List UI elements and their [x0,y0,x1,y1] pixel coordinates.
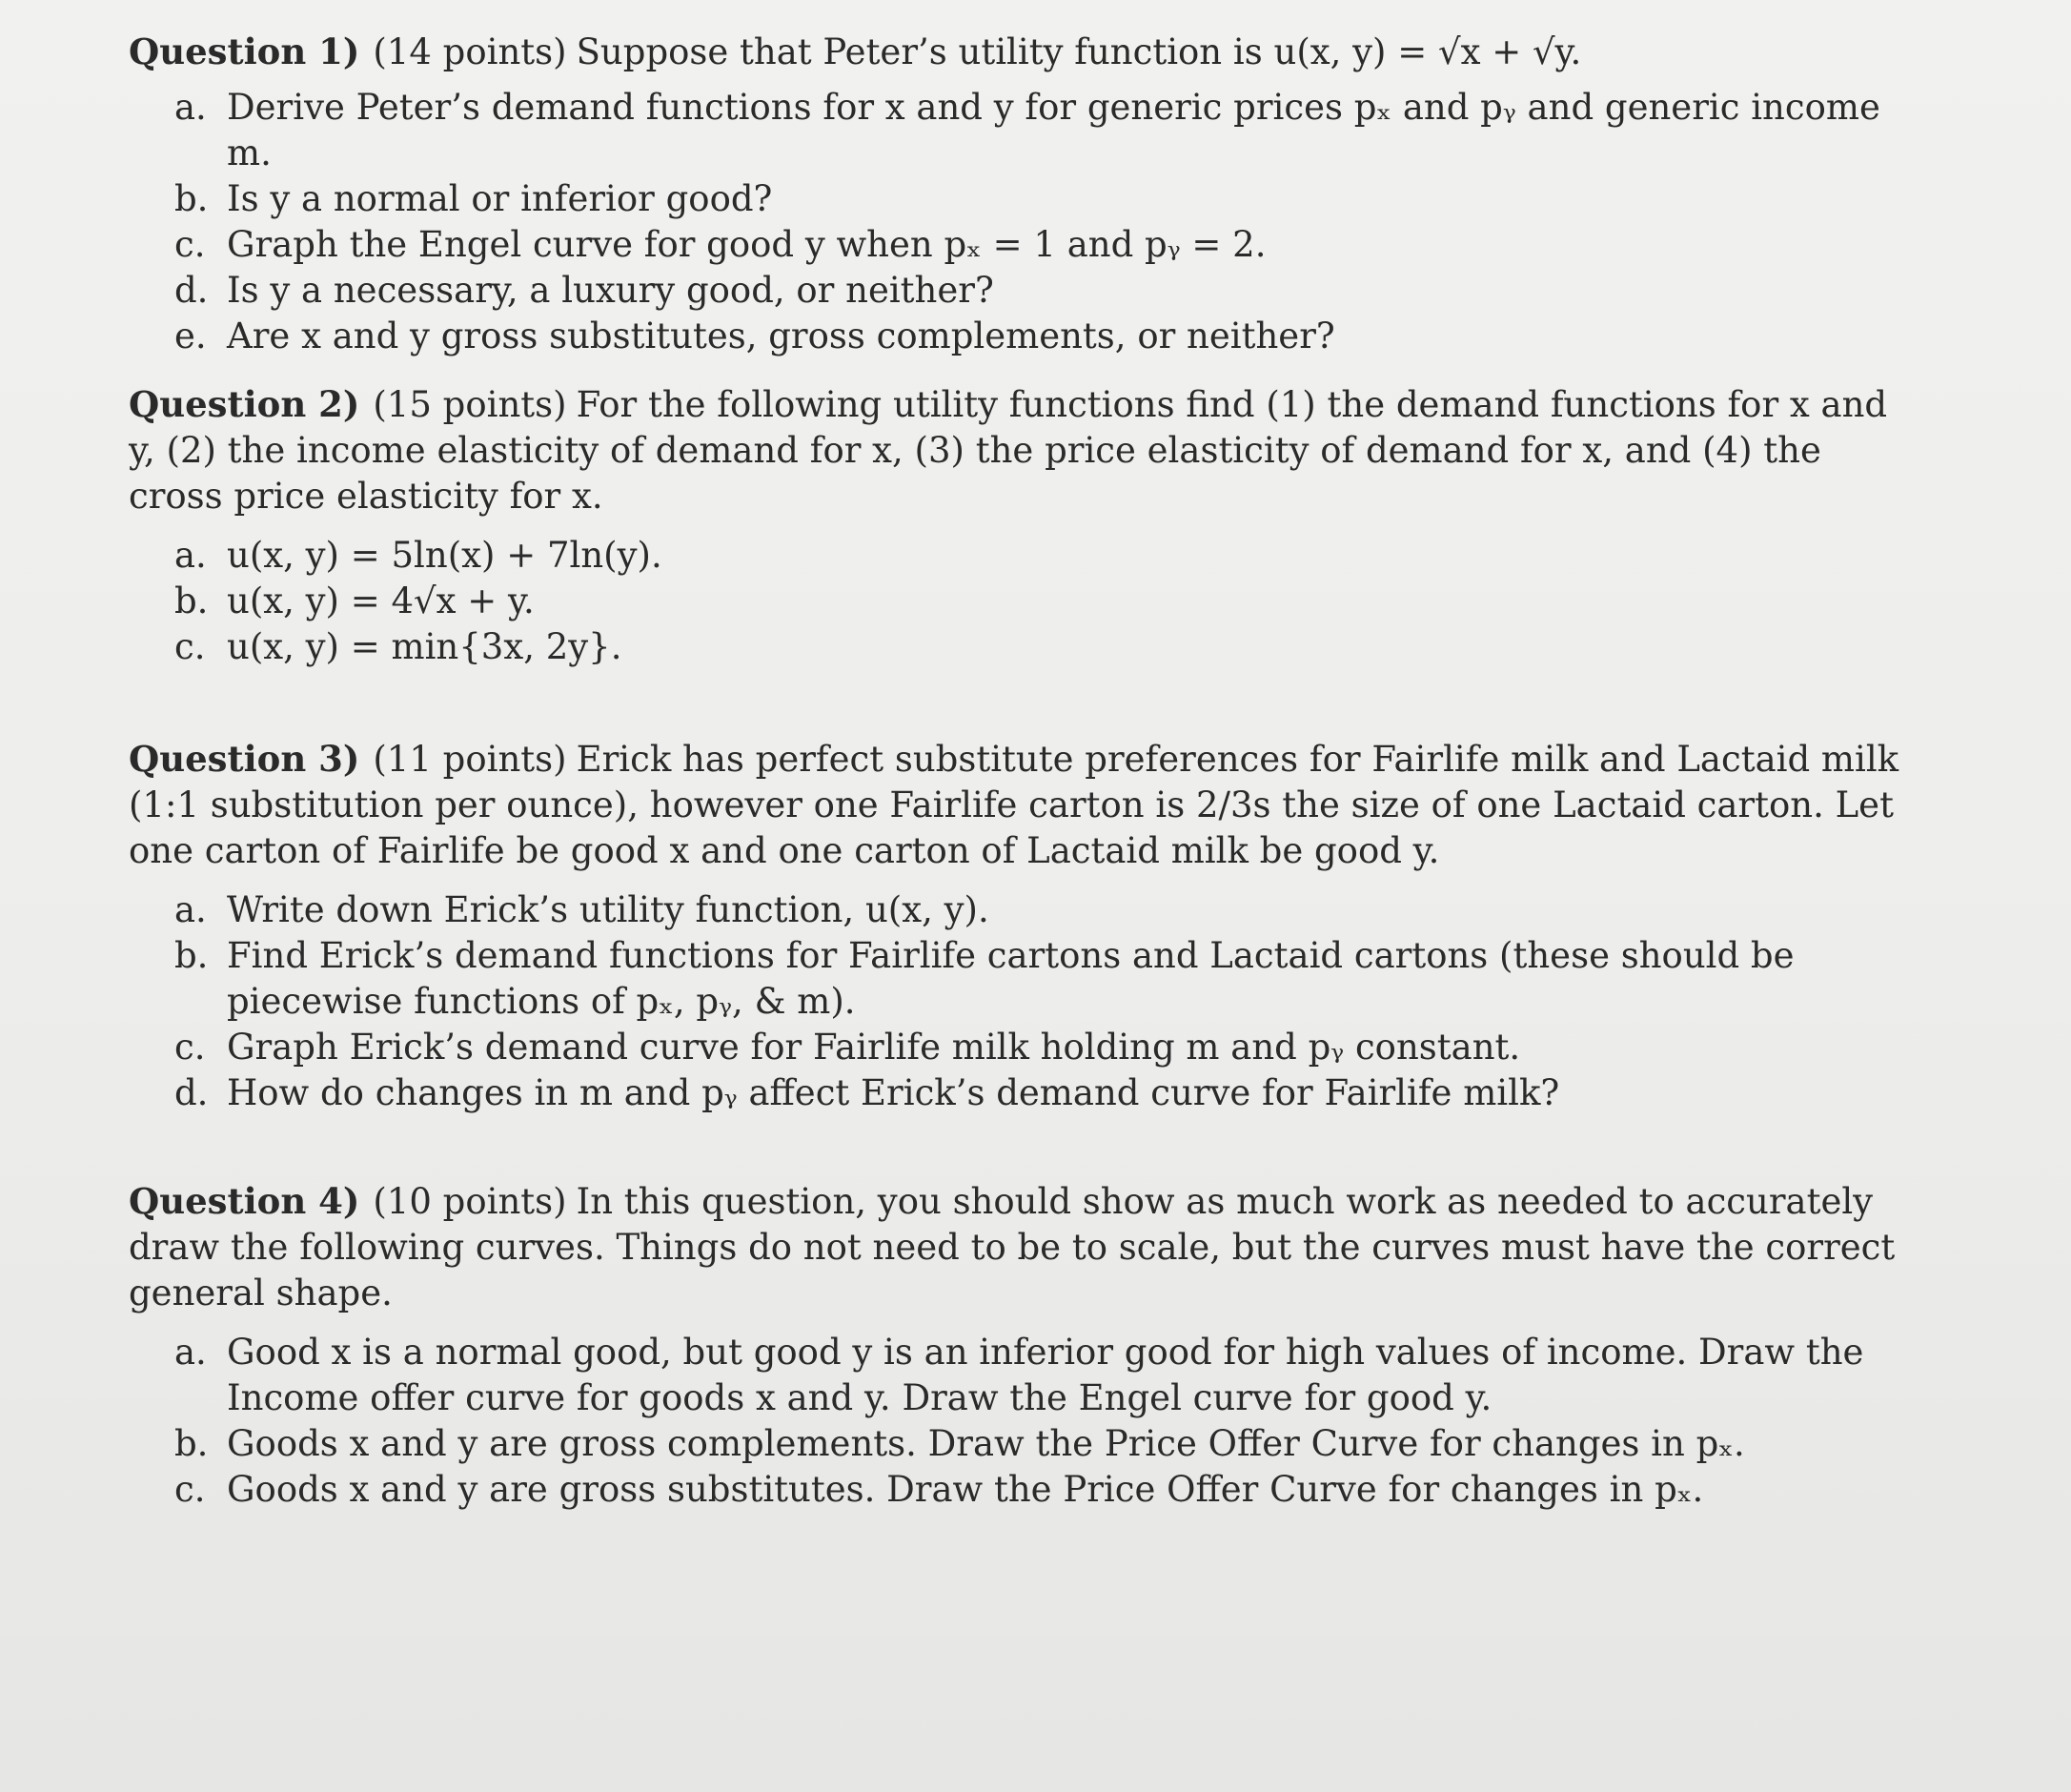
item-marker: b. [174,1423,209,1464]
item-text: u(x, y) = min{3x, 2y}. [227,626,622,667]
question-2-label: Question 2) [129,383,360,425]
question-3-item-d [129,1070,1916,1116]
item-marker: b. [174,178,209,219]
question-4 [129,1178,1916,1513]
item-marker: a. [174,1332,207,1373]
question-3-item-a [129,887,1916,933]
question-1-item-e [129,314,1916,359]
question-4-item-b [129,1421,1916,1467]
item-text: Good x is a normal good, but good y is an inferior good for high values of income. Draw the Income offer curve for goods x and y. Draw the Engel curve for good y. [227,1332,1864,1418]
question-4-points: (10 points) [373,1181,567,1222]
question-2-item-c [129,624,1916,670]
question-3-item-c [129,1025,1916,1070]
question-1-header [129,29,1916,75]
item-text: Derive Peter’s demand functions for x and y for generic prices pₓ and pᵧ and generic income m. [227,87,1880,173]
item-text: u(x, y) = 5ln(x) + 7ln(y). [227,535,662,576]
question-1-label: Question 1) [129,31,360,72]
item-text: Graph Erick’s demand curve for Fairlife milk holding m and pᵧ constant. [227,1027,1521,1068]
item-marker: e. [174,316,207,356]
question-3-points: (11 points) [373,739,567,780]
item-text: How do changes in m and pᵧ affect Erick’s demand curve for Fairlife milk? [227,1072,1560,1113]
question-4-label: Question 4) [129,1180,360,1222]
question-2-items [129,533,1916,670]
question-1-items [129,85,1916,359]
item-marker: c. [174,1469,206,1510]
question-3 [129,736,1916,1116]
question-1-item-a [129,85,1916,176]
item-text: Is y a necessary, a luxury good, or neither? [227,270,994,311]
item-marker: c. [174,626,206,667]
item-text: Is y a normal or inferior good? [227,178,773,219]
item-marker: b. [174,935,209,976]
item-text: Are x and y gross substitutes, gross complements, or neither? [227,316,1335,356]
question-2-text: For the following utility functions find (1) the demand functions for x and y, (2) the income elasticity of demand for x, (3) the price elasticity of demand for x, and (4) the cross price elasticity for x. [129,384,1888,517]
question-3-header [129,736,1916,874]
item-marker: d. [174,270,209,311]
question-2 [129,381,1916,670]
item-marker: c. [174,224,206,265]
question-2-item-b [129,579,1916,624]
item-text: Goods x and y are gross substitutes. Draw the Price Offer Curve for changes in pₓ. [227,1469,1704,1510]
question-2-header [129,381,1916,519]
item-text: Goods x and y are gross complements. Draw the Price Offer Curve for changes in pₓ. [227,1423,1745,1464]
question-4-text: In this question, you should show as much work as needed to accurately draw the following curves. Things do not need to be to scale, but the curves must have the correct general shape. [129,1181,1896,1313]
question-3-text: Erick has perfect substitute preferences for Fairlife milk and Lactaid milk (1:1 substitution per ounce), however one Fairlife carton is 2/3s the size of one Lactaid carton. Let one carton of Fairlife be good x and one carton of Lactaid milk be good y. [129,739,1899,871]
question-1-text: Suppose that Peter’s utility function is u(x, y) = √x + √y. [576,31,1582,72]
question-2-points: (15 points) [373,384,567,425]
question-4-item-c [129,1467,1916,1513]
item-marker: a. [174,889,207,930]
item-marker: c. [174,1027,206,1068]
question-3-item-b [129,933,1916,1025]
question-3-items [129,887,1916,1116]
question-1-item-d [129,268,1916,314]
question-1 [129,29,1916,359]
item-marker: b. [174,580,209,621]
item-text: Write down Erick’s utility function, u(x, y). [227,889,989,930]
question-1-item-c [129,222,1916,268]
question-2-item-a [129,533,1916,579]
item-marker: a. [174,535,207,576]
question-4-header [129,1178,1916,1316]
question-3-label: Question 3) [129,738,360,780]
question-4-items [129,1330,1916,1513]
question-1-points: (14 points) [373,31,567,72]
question-1-item-b [129,176,1916,222]
item-marker: d. [174,1072,209,1113]
item-text: u(x, y) = 4√x + y. [227,580,535,621]
question-4-item-a [129,1330,1916,1421]
item-text: Graph the Engel curve for good y when pₓ = 1 and pᵧ = 2. [227,224,1267,265]
item-text: Find Erick’s demand functions for Fairlife cartons and Lactaid cartons (these should be piecewise functions of pₓ, pᵧ, & m). [227,935,1795,1022]
item-marker: a. [174,87,207,128]
